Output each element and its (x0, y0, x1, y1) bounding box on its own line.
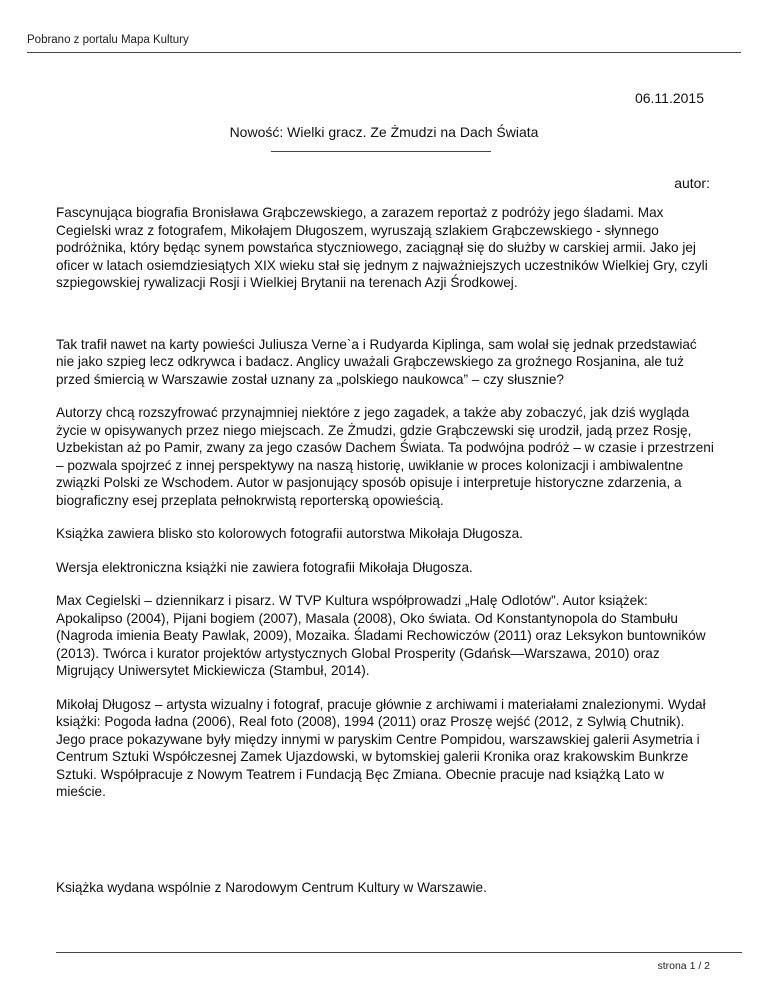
page-header-source: Pobrano z portalu Mapa Kultury (27, 34, 189, 46)
publication-date: 06.11.2015 (634, 90, 704, 106)
paragraph-photos: Książka zawiera blisko sto kolorowych fotografii autorstwa Mikołaja Długosza. (56, 526, 523, 541)
page-number: strona 1 / 2 (657, 960, 710, 972)
paragraph-publisher-note: Książka wydana wspólnie z Narodowym Centrum Kultury w Warszawie. (56, 879, 487, 895)
header-divider (27, 52, 741, 53)
paragraph-ebook-note: Wersja elektroniczna książki nie zawiera fotografii Mikołaja Długosza. (56, 559, 473, 575)
paragraph-authors: Autorzy chcą rozszyfrować przynajmniej niektóre z jego zagadek, a także aby zobaczyć, jak dziś wygląda życie w opisywanych przez niego miejscach. Ze Żmudzi, gdzie Grąbczewski się urodził, jadą przez Rosję, Uzbekistan aż po Pamir, zwany za jego czasów Dachem Świata. Ta podwójna podróż – w czasie i przestrzeni – pozwala spojrzeć z innej perspektywy na naszą historię, uwikłanie w proces kolonizacji i ambiwalentne związki Polski ze Wschodem. Autor w pasjonujący sposób opisuje i interpretuje historyczne zdarzenia, a biograficzny esej przeplata pełnokrwistą reporterską opowieścią. (56, 405, 714, 508)
paragraph-verne-kipling: Tak trafił nawet na karty powieści Juliusza Verne`a i Rudyarda Kiplinga, sam wolał się jednak przedstawiać nie jako szpieg lecz odkrywca i badacz. Anglicy uważali Grąbczewskiego za groźnego Rosjanina, ale tuż przed śmiercią w Warszawie został uznany za „polskiego naukowca” – czy słusznie? (56, 336, 697, 387)
paragraph-dlugosz-bio: Mikołaj Długosz – artysta wizualny i fotograf, pracuje głównie z archiwami i materiałami znalezionymi. Wydał książki: Pogoda ładna (2006), Real foto (2008), 1994 (2011) oraz Proszę wejść (2012, z Sylwią Chutnik). Jego prace pokazywane były między innymi w paryskim Centre Pompidou, warszawskiej galerii Asymetria i Centrum Sztuki Współczesnej Zamek Ujazdowski, w bytomskiej galerii Kronika oraz krakowskim Bunkrze Sztuki. Współpracuje z Nowym Teatrem i Fundacją Bęc Zmiana. Obecnie pracuje nad książką Lato w mieście. (56, 696, 706, 799)
article-body (56, 204, 716, 896)
paragraph-cegielski-bio: Max Cegielski – dziennikarz i pisarz. W TVP Kultura współprowadzi „Halę Odlotów”. Autor książek: Apokalipso (2004), Pijani bogiem (2007), Masala (2008), Oko świata. Od Konstantynopola do Stambułu (Nagroda imienia Beaty Pawlak, 2009), Mozaika. Śladami Rechowiczów (2011) oraz Leksykon buntowników (2013). Twórca i kurator projektów artystycznych Global Prosperity (Gdańsk—Warszawa, 2010) oraz Migrujący Uniwersytet Mickiewicza (Stambuł, 2014). (56, 593, 706, 678)
article-title: Nowość: Wielki gracz. Ze Żmudzi na Dach Świata (229, 124, 539, 140)
paragraph-intro: Fascynująca biografia Bronisława Grąbczewskiego, a zarazem reportaż z podróży jego śladami. Max Cegielski wraz z fotografem, Mikołajem Długoszem, wyruszają szlakiem Grąbczewskiego - słynnego podróżnika, który będąc synem powstańca styczniowego, zaciągnął się do służby w carskiej armii. Jako jej oficer w latach osiemdziesiątych XIX wieku stał się jednym z najważniejszych uczestników Wielkiej Gry, czyli szpiegowskiej rywalizacji Rosji i Wielkiej Brytanii na terenach Azji Środkowej. (56, 205, 708, 290)
title-underline (271, 151, 491, 152)
footer-divider (56, 952, 742, 953)
author-label: autor: (674, 175, 710, 191)
